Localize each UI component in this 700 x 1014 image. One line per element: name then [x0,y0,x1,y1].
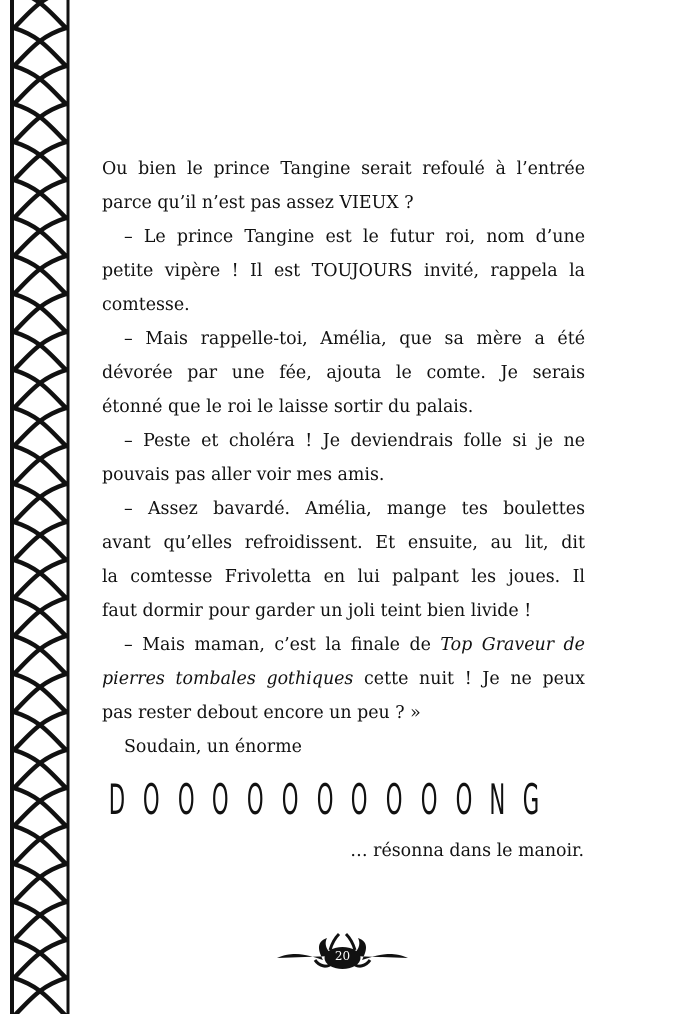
big-word-letter: O [385,775,403,824]
big-word-letter: G [523,775,540,824]
closing-line: … résonna dans le manoir. [350,841,584,861]
big-word-letter: O [455,775,473,824]
italic-title: Top Graveur de [440,635,585,655]
onomatopoeia [102,770,546,830]
text-line: pas rester debout encore un peu ? » [102,703,421,723]
text-line: dévorée par une fée, ajouta le comte. Je serais [102,363,585,383]
paragraph-7 [102,730,585,764]
paragraph-6 [102,628,585,730]
text-line: la comtesse Frivoletta en lui palpant les joues. Il [102,567,585,587]
text-line: petite vipère ! Il est TOUJOURS invité, rappela la [102,261,585,281]
text-line: – Peste et choléra ! Je deviendrais folle si je ne [124,431,585,451]
text-line: pouvais pas aller voir mes amis. [102,465,385,485]
text-line: étonné que le roi le laisse sortir du palais. [102,397,474,417]
big-word-letter: O [281,775,299,824]
big-word-letter: O [212,775,230,824]
paragraph-1 [102,152,585,220]
big-word-letter: D [108,775,126,824]
text-line: – Mais rappelle-toi, Amélia, que sa mère a été [124,329,585,349]
text-span: – Mais maman, c’est la finale de [124,635,441,655]
italic-title: pierres tombales gothiques [102,669,354,689]
decorative-border [0,0,80,1014]
text-span: cette nuit ! Je ne peux [353,669,585,689]
text-line: comtesse. [102,295,190,315]
body-text [102,152,585,764]
page-number-ornament [275,930,410,975]
text-line: avant qu’elles refroidissent. Et ensuite, au lit, dit [102,533,585,553]
paragraph-2 [102,220,585,322]
big-word-letter: O [142,775,160,824]
text-line: Soudain, un énorme [124,737,302,757]
big-word-letter: O [247,775,264,824]
big-word-letter: N [489,775,506,824]
paragraph-4 [102,424,585,492]
big-word-letter: O [316,775,334,824]
text-line [102,662,585,696]
text-line: faut dormir pour garder un joli teint bien livide ! [102,601,532,621]
page-number: 20 [334,949,351,963]
big-word-letter: O [420,775,438,824]
text-line: – Assez bavardé. Amélia, mange tes boulettes [124,499,585,519]
text-line: parce qu’il n’est pas assez VIEUX ? [102,193,414,213]
paragraph-3 [102,322,585,424]
paragraph-5 [102,492,585,628]
big-word-letter: O [351,775,368,824]
text-line: – Le prince Tangine est le futur roi, nom d’une [124,227,585,247]
text-line [102,628,585,662]
text-line: Ou bien le prince Tangine serait refoulé à l’entrée [102,159,585,179]
big-word-letter: O [177,775,195,824]
